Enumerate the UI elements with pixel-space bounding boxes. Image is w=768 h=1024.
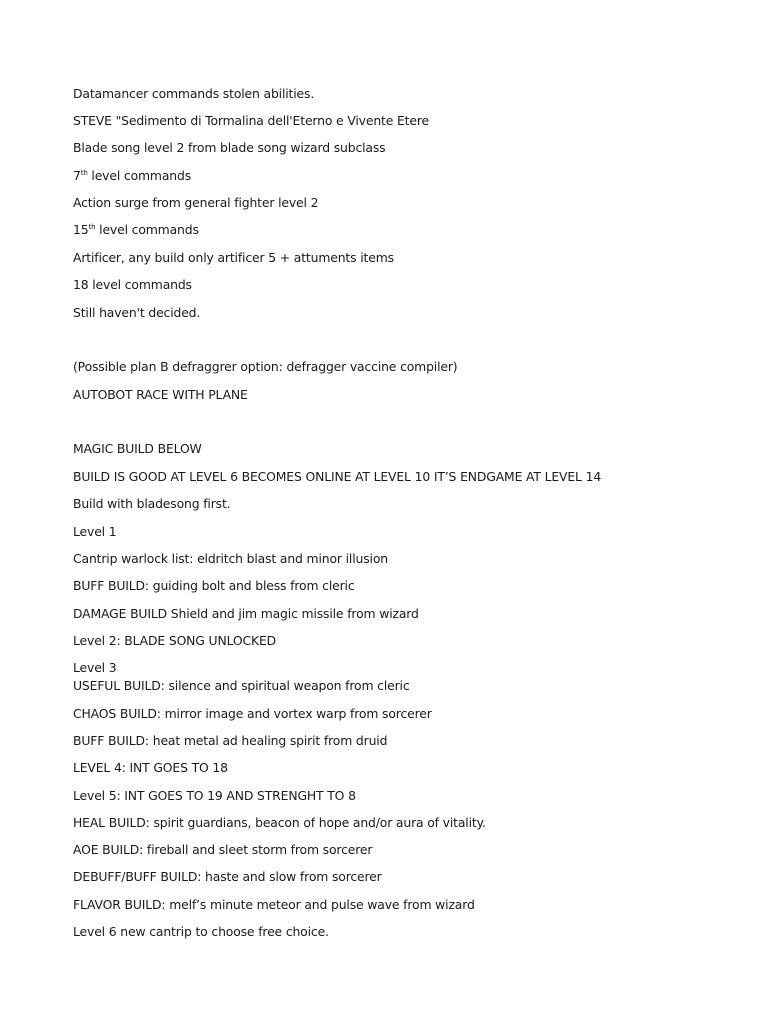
text-line: Level 6 new cantrip to choose free choice.	[73, 924, 329, 939]
line-rest: level commands	[95, 222, 199, 237]
text-line: DAMAGE BUILD Shield and jim magic missile from wizard	[73, 606, 419, 621]
text-line: Action surge from general fighter level 2	[73, 195, 319, 210]
text-line: Level 2: BLADE SONG UNLOCKED	[73, 633, 277, 648]
text-line: USEFUL BUILD: silence and spiritual weapon from cleric	[73, 678, 410, 693]
text-line: (Possible plan B defraggrer option: defragger vaccine compiler)	[73, 359, 458, 374]
text-line	[73, 222, 199, 238]
ordinal-suffix: th	[88, 223, 96, 231]
text-line	[73, 168, 191, 184]
text-line: DEBUFF/BUFF BUILD: haste and slow from sorcerer	[73, 869, 382, 884]
text-line: HEAL BUILD: spirit guardians, beacon of hope and/or aura of vitality.	[73, 815, 486, 830]
line-rest: level commands	[87, 168, 192, 183]
ordinal-number: 7	[73, 168, 81, 183]
text-line: AUTOBOT RACE WITH PLANE	[73, 387, 248, 402]
text-line: BUILD IS GOOD AT LEVEL 6 BECOMES ONLINE AT LEVEL 10 IT’S ENDGAME AT LEVEL 14	[73, 469, 602, 484]
text-line: Level 1	[73, 524, 117, 539]
text-line: Cantrip warlock list: eldritch blast and minor illusion	[73, 551, 388, 566]
text-line: Level 3	[73, 660, 117, 675]
text-line: Artificer, any build only artificer 5 + attuments items	[73, 250, 394, 265]
text-line: STEVE "Sedimento di Tormalina dell'Eterno e Vivente Etere	[73, 113, 430, 128]
text-line: BUFF BUILD: guiding bolt and bless from cleric	[73, 578, 355, 593]
text-line: FLAVOR BUILD: melf’s minute meteor and pulse wave from wizard	[73, 897, 475, 912]
text-line: Still haven't decided.	[73, 305, 201, 320]
ordinal-suffix: th	[80, 169, 88, 177]
text-line: AOE BUILD: fireball and sleet storm from sorcerer	[73, 842, 373, 857]
text-line: Level 5: INT GOES TO 19 AND STRENGHT TO 8	[73, 788, 356, 803]
ordinal-number: 15	[73, 222, 89, 237]
text-line: CHAOS BUILD: mirror image and vortex warp from sorcerer	[73, 706, 432, 721]
text-line: Blade song level 2 from blade song wizard subclass	[73, 140, 386, 155]
text-line: 18 level commands	[73, 277, 192, 292]
text-line: LEVEL 4: INT GOES TO 18	[73, 760, 228, 775]
text-line: Datamancer commands stolen abilities.	[73, 86, 315, 101]
text-line: BUFF BUILD: heat metal ad healing spirit from druid	[73, 733, 388, 748]
section-heading: MAGIC BUILD BELOW	[73, 441, 202, 456]
text-line: Build with bladesong first.	[73, 496, 231, 511]
